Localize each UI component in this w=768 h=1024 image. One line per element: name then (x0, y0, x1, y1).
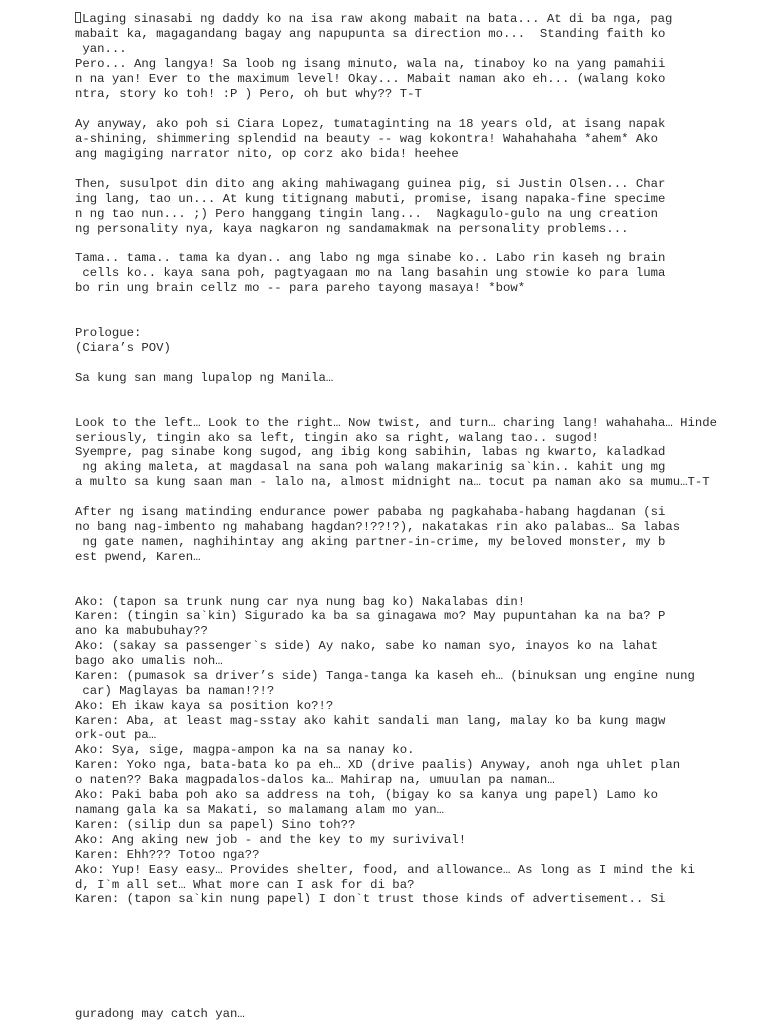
dialogue-line: Ako: Paki baba poh ako sa address na toh, (bigay ko sa kanya ung papel) Lamo ko (75, 788, 658, 802)
dialogue-line: Ako: (sakay sa passenger`s side) Ay nako, sabe ko naman syo, inayos ko na lahat (75, 639, 658, 653)
text-line: ang magiging narrator nito, op corz ako bida! heehee (75, 147, 459, 161)
dialogue-line: o naten?? Baka magpadalos-dalos ka… Mahirap na, umuulan pa naman… (75, 773, 555, 787)
dialogue-line: bago ako umalis noh… (75, 654, 223, 668)
text-line: Tama.. tama.. tama ka dyan.. ang labo ng mga sinabe ko.. Labo rin kaseh ng brain (75, 251, 666, 265)
text-line: bo rin ung brain cellz mo -- para pareho tayong masaya! *bow* (75, 281, 526, 295)
text-line: Then, susulpot din dito ang aking mahiwagang guinea pig, si Justin Olsen... Char (75, 177, 666, 191)
text-line: Syempre, pag sinabe kong sugod, ang ibig kong sabihin, labas ng kwarto, kaladkad (75, 445, 666, 459)
text-line: ng personality nya, kaya nagkaron ng sandamakmak na personality problems... (75, 222, 629, 236)
dialogue-line: ork-out pa… (75, 728, 157, 742)
dialogue-line: Karen: Aba, at least mag-sstay ako kahit sandali man lang, malay ko ba kung magw (75, 714, 666, 728)
text-line: seriously, tingin ako sa left, tingin ako sa right, walang tao.. sugod! (75, 431, 599, 445)
dialogue-line: namang gala ka sa Makati, so malamang alam mo yan… (75, 803, 444, 817)
text-line: cells ko.. kaya sana poh, pagtyagaan mo na lang basahin ung stowie ko para luma (75, 266, 666, 280)
dialogue-line: ano ka mabubuhay?? (75, 624, 208, 638)
text-line: ng gate namen, naghihintay ang aking partner-in-crime, my beloved monster, my b (75, 535, 666, 549)
pov-label: (Ciara’s POV) (75, 341, 171, 355)
text-line: mabait ka, magagandang bagay ang napupunta sa direction mo... Standing faith ko (75, 27, 666, 41)
text-line: After ng isang matinding endurance power pababa ng pagkahaba-habang hagdanan (si (75, 505, 666, 519)
dialogue-line: Karen: (pumasok sa driver’s side) Tanga-tanga ka kaseh eh… (binuksan ung engine nung (75, 669, 695, 683)
dialogue-line: Karen: (tapon sa`kin nung papel) I don`t trust those kinds of advertisement.. Si (75, 892, 666, 906)
text-line: n ng tao nun... ;) Pero hanggang tingin lang... Nagkagulo-gulo na ung creation (75, 207, 658, 221)
dialogue-line: Ako: (tapon sa trunk nung car nya nung bag ko) Nakalabas din! (75, 595, 526, 609)
text-line: a-shining, shimmering splendid na beauty -- wag kokontra! Wahahahaha *ahem* Ako (75, 132, 658, 146)
text-line: est pwend, Karen… (75, 550, 201, 564)
text-line: n na yan! Ever to the maximum level! Okay... Mabait naman ako eh... (walang koko (75, 72, 666, 86)
dialogue-line: Ako: Eh ikaw kaya sa position ko?!? (75, 699, 334, 713)
text-line: yan... (75, 42, 127, 56)
dialogue-line: Karen: (silip dun sa papel) Sino toh?? (75, 818, 356, 832)
text-line: ntra, story ko toh! :P ) Pero, oh but why?? T-T (75, 87, 422, 101)
dialogue-line: Karen: (tingin sa`kin) Sigurado ka ba sa ginagawa mo? May pupuntahan ka na ba? P (75, 609, 666, 623)
prologue-heading: Prologue: (75, 326, 142, 340)
text-line: ing lang, tao un... At kung titignang mabuti, promise, isang napaka-fine specime (75, 192, 666, 206)
dialogue-line: car) Maglayas ba naman!?!? (75, 684, 275, 698)
text-line: ng aking maleta, at magdasal na sana poh walang makarinig sa`kin.. kahit ung mg (75, 460, 666, 474)
text-line: Sa kung san mang lupalop ng Manila… (75, 371, 334, 385)
dialogue-line: Karen: Ehh??? Totoo nga?? (75, 848, 260, 862)
text-line: Pero... Ang langya! Sa loob ng isang minuto, wala na, tinaboy ko na yang pamahii (75, 57, 666, 71)
text-line: Ay anyway, ako poh si Ciara Lopez, tumataginting na 18 years old, at isang napak (75, 117, 666, 131)
dialogue-line: d, I`m all set… What more can I ask for di ba? (75, 878, 415, 892)
dialogue-line: guradong may catch yan… (75, 1007, 245, 1021)
text-line: Laging sinasabi ng daddy ko na isa raw akong mabait na bata... At di ba nga, pag (75, 12, 672, 26)
text-line: a multo sa kung saan man - lalo na, almost midnight na… tocut pa naman ako sa mumu…T-T (75, 475, 710, 489)
dialogue-line: Ako: Yup! Easy easy… Provides shelter, food, and allowance… As long as I mind the ki (75, 863, 695, 877)
dialogue-line: Ako: Ang aking new job - and the key to my surivival! (75, 833, 467, 847)
text-line: Look to the left… Look to the right… Now twist, and turn… charing lang! wahahaha… Hinde (75, 416, 718, 430)
missing-glyph-icon (75, 12, 81, 23)
text-line: no bang nag-imbento ng mahabang hagdan?!??!?), nakatakas rin ako palabas… Sa labas (75, 520, 681, 534)
dialogue-line: Ako: Sya, sige, magpa-ampon ka na sa nanay ko. (75, 743, 415, 757)
dialogue-line: Karen: Yoko nga, bata-bata ko pa eh… XD (drive paalis) Anyway, anoh nga uhlet plan (75, 758, 681, 772)
